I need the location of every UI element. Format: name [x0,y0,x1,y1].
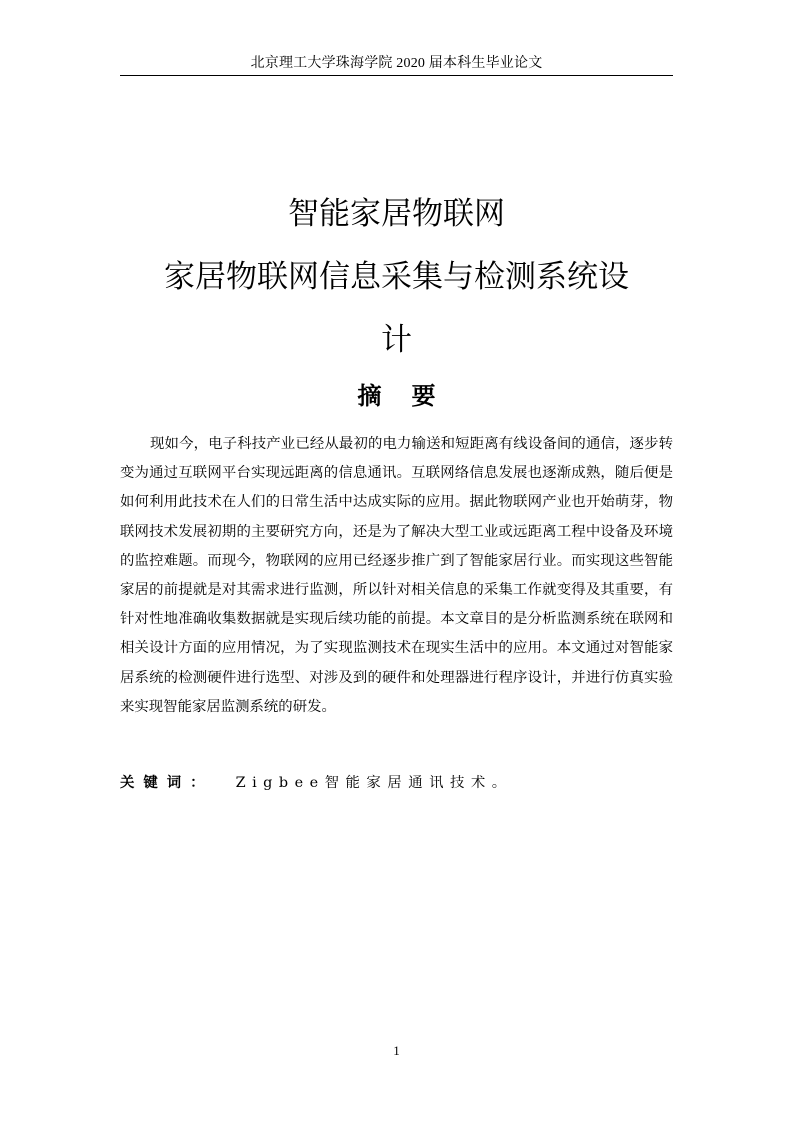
keywords-label: 关键词： [120,775,214,791]
thesis-title-line-3: 计 [381,322,412,358]
abstract-body: 现如今，电子科技产业已经从最初的电力输送和短距离有线设备间的通信，逐步转变为通过互联网平台实现远距离的信息通讯。互联网络信息发展也逐渐成熟，随后便是如何利用此技术在人们的日常生活中达成实际的应用。据此物联网产业也开始萌芽，物联网技术发展初期的主要研究方向，还是为了解决大型工业或远距离工程中设备及环境的监控难题。而现今，物联网的应用已经逐步推广到了智能家居行业。而实现这些智能家居的前提就是对其需求进行监测，所以针对相关信息的采集工作就变得及其重要，有针对性地准确收集数据就是实现后续功能的前提。本文章目的是分析监测系统在联网和相关设计方面的应用情况，为了实现监测技术在现实生活中的应用。本文通过对智能家居系统的检测硬件进行选型、对涉及到的硬件和处理器进行程序设计，并进行仿真实验来实现智能家居监测系统的研发。 [120,436,673,715]
header-divider [120,75,673,76]
keywords-value: Zigbee智能家居通讯技术。 [235,775,513,791]
abstract-heading: 摘要 [357,382,466,410]
running-header: 北京理工大学珠海学院 2020 届本科生毕业论文 [250,56,543,71]
thesis-title-line-2: 家居物联网信息采集与检测系统设 [164,259,629,295]
keywords-line [120,771,673,792]
thesis-title-line-1: 智能家居物联网 [288,196,505,232]
page-number: 1 [393,1043,400,1058]
